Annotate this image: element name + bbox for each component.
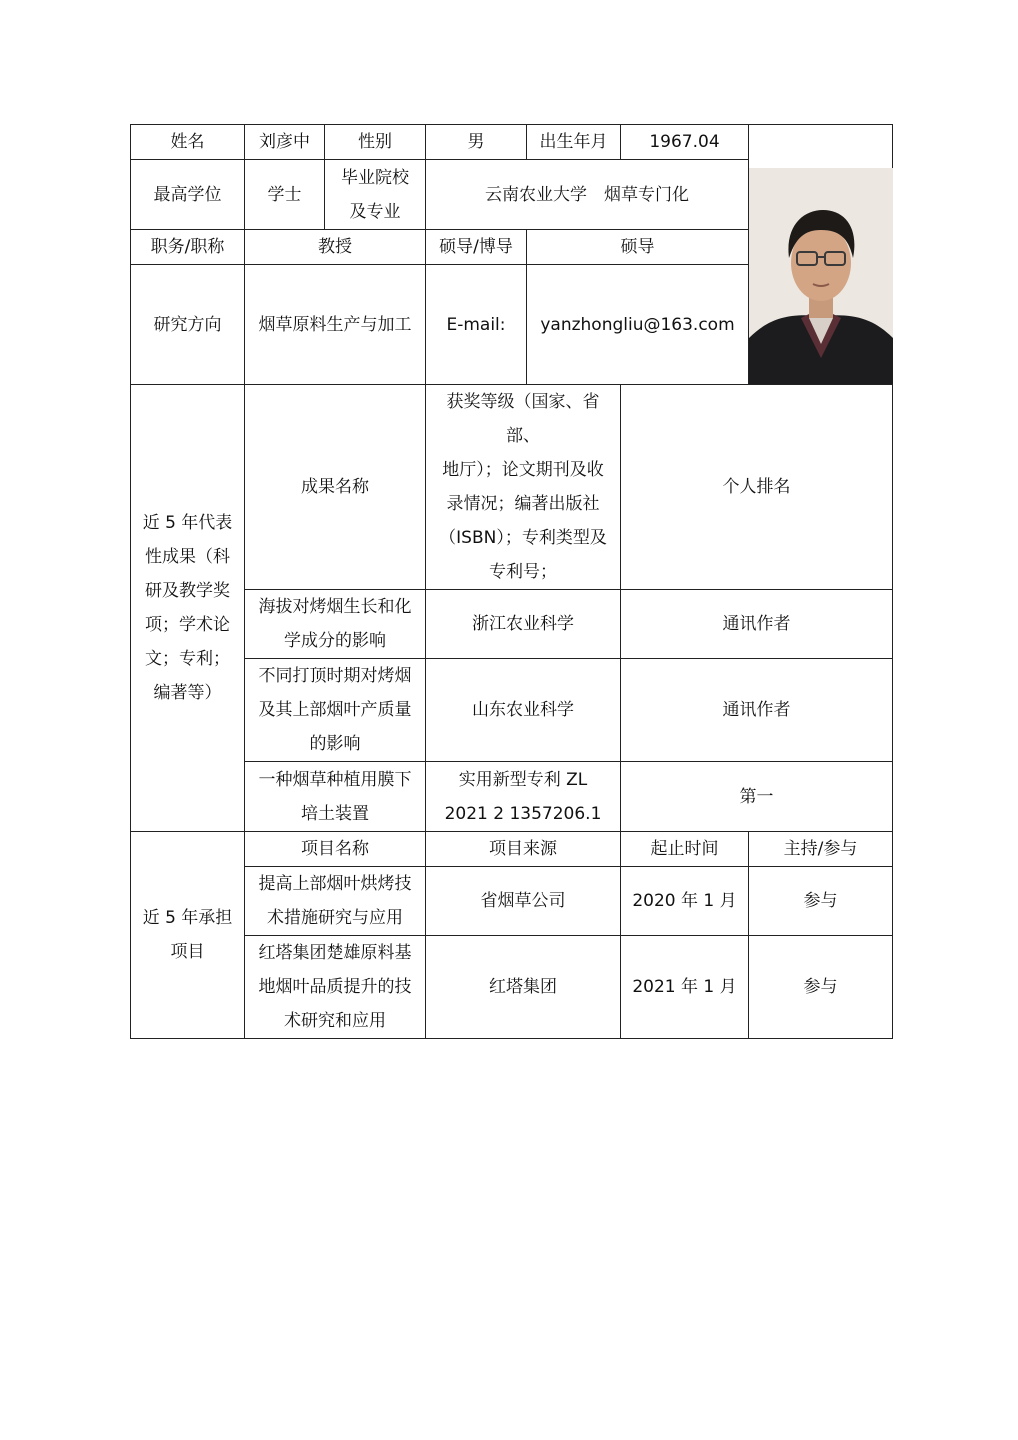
supervisor-label: 硕导/博导: [426, 230, 527, 265]
achievement-rank-header: 个人排名: [621, 385, 893, 590]
achievements-section-label: 近 5 年代表 性成果（科 研及教学奖 项；学术论 文；专利； 编著等）: [131, 385, 245, 832]
achievement-name: 一种烟草种植用膜下 培土装置: [245, 762, 426, 832]
table-row: [131, 762, 893, 832]
research-value: 烟草原料生产与加工: [245, 265, 426, 385]
project-time: 2020 年 1 月: [621, 867, 749, 936]
title-value: 教授: [245, 230, 426, 265]
projects-section-label: 近 5 年承担 项目: [131, 832, 245, 1039]
table-row: [131, 125, 893, 160]
school-value: 云南农业大学 烟草专门化: [426, 160, 749, 230]
name-value: 刘彦中: [245, 125, 325, 160]
resume-table: [130, 124, 893, 1039]
achievement-rank: 通讯作者: [621, 659, 893, 762]
project-source-header: 项目来源: [426, 832, 621, 867]
portrait-photo: [749, 168, 893, 384]
table-row: [131, 659, 893, 762]
achievement-info: 实用新型专利 ZL 2021 2 1357206.1: [426, 762, 621, 832]
achievement-name-header: 成果名称: [245, 385, 426, 590]
title-label: 职务/职称: [131, 230, 245, 265]
project-source: 省烟草公司: [426, 867, 621, 936]
table-row: [131, 867, 893, 936]
project-role: 参与: [749, 936, 893, 1039]
birth-value: 1967.04: [621, 125, 749, 160]
table-row: [131, 936, 893, 1039]
photo-cell: [749, 125, 893, 385]
achievement-info: 浙江农业科学: [426, 590, 621, 659]
name-label: 姓名: [131, 125, 245, 160]
achievement-name: 海拔对烤烟生长和化 学成分的影响: [245, 590, 426, 659]
birth-label: 出生年月: [527, 125, 621, 160]
project-source: 红塔集团: [426, 936, 621, 1039]
supervisor-value: 硕导: [527, 230, 749, 265]
project-name-header: 项目名称: [245, 832, 426, 867]
degree-value: 学士: [245, 160, 325, 230]
achievement-rank: 通讯作者: [621, 590, 893, 659]
email-value: yanzhongliu@163.com: [527, 265, 749, 385]
project-name: 红塔集团楚雄原料基 地烟叶品质提升的技 术研究和应用: [245, 936, 426, 1039]
table-row: [131, 590, 893, 659]
achievement-info: 山东农业科学: [426, 659, 621, 762]
email-label: E-mail:: [426, 265, 527, 385]
gender-label: 性别: [325, 125, 426, 160]
project-role-header: 主持/参与: [749, 832, 893, 867]
table-row: [131, 385, 893, 590]
project-time: 2021 年 1 月: [621, 936, 749, 1039]
project-role: 参与: [749, 867, 893, 936]
achievement-name: 不同打顶时期对烤烟 及其上部烟叶产质量 的影响: [245, 659, 426, 762]
table-row: [131, 832, 893, 867]
achievement-info-header: 获奖等级（国家、省部、 地厅）；论文期刊及收 录情况；编著出版社 （ISBN）；专利类型及 专利号；: [426, 385, 621, 590]
project-name: 提高上部烟叶烘烤技 术措施研究与应用: [245, 867, 426, 936]
degree-label: 最高学位: [131, 160, 245, 230]
school-label: 毕业院校 及专业: [325, 160, 426, 230]
project-time-header: 起止时间: [621, 832, 749, 867]
gender-value: 男: [426, 125, 527, 160]
research-label: 研究方向: [131, 265, 245, 385]
achievement-rank: 第一: [621, 762, 893, 832]
